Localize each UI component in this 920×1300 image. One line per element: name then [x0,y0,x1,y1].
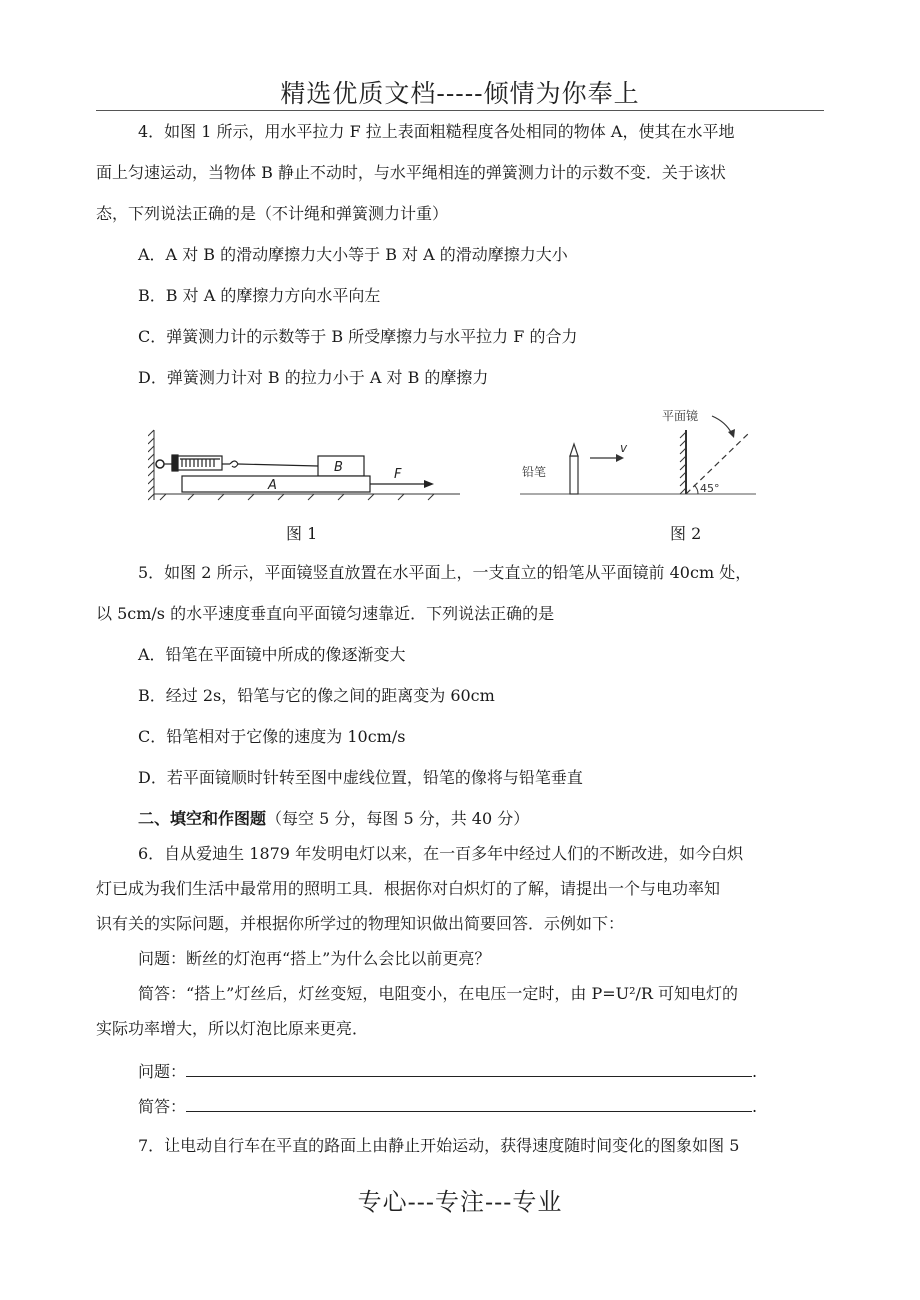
block-b-label: B [334,460,343,475]
q6-example-question: 问题：断丝的灯泡再“搭上”为什么会比以前更亮？ [138,949,491,968]
q4-line-3: 态，下列说法正确的是（不计绳和弹簧测力计重） [96,204,449,223]
figure-2 [520,406,760,502]
q4-line-1: 4．如图 1 所示，用水平拉力 F 拉上表面粗糙程度各处相同的物体 A，使其在水平地 [138,122,735,141]
q6-line-2: 灯已成为我们生活中最常用的照明工具．根据你对白炽灯的了解，请提出一个与电功率知 [96,879,721,898]
q5-line-1: 5．如图 2 所示，平面镜竖直放置在水平面上，一支直立的铅笔从平面镜前 40cm 处， [138,563,752,582]
answer-answer-end: . [752,1097,758,1116]
angle-label: 45° [700,482,720,495]
floor-hatch [154,494,460,500]
answer-answer-blank[interactable] [186,1095,752,1112]
q5-option-a: A．铅笔在平面镜中所成的像逐渐变大 [138,645,406,664]
force-arrowhead-icon [424,480,434,488]
q4-option-c: C．弹簧测力计的示数等于 B 所受摩擦力与水平拉力 F 的合力 [138,327,578,346]
section-2-title: 二、填空和作图题 [138,809,267,828]
force-label: F [394,467,402,482]
q5-option-d: D．若平面镜顺时针转至图中虚线位置，铅笔的像将与铅笔垂直 [138,768,583,787]
section-2-heading [138,809,529,829]
q4-option-a: A．A 对 B 的滑动摩擦力大小等于 B 对 A 的滑动摩擦力大小 [138,245,568,264]
q6-answer-question-row [138,1060,757,1082]
q5-option-b: B．经过 2s，铅笔与它的像之间的距离变为 60cm [138,686,495,705]
answer-answer-label: 简答： [138,1097,187,1116]
q6-answer-answer-row [138,1095,757,1117]
wall-hook-icon [156,460,164,468]
answer-question-blank[interactable] [186,1060,752,1077]
q5-option-c: C．铅笔相对于它像的速度为 10cm/s [138,727,406,746]
figure-2-caption: 图 2 [670,524,702,543]
section-2-note: （每空 5 分，每图 5 分，共 40 分） [266,809,530,828]
q4-option-d: D．弹簧测力计对 B 的拉力小于 A 对 B 的摩擦力 [138,368,489,387]
q5-line-2: 以 5cm/s 的水平速度垂直向平面镜匀速靠近．下列说法正确的是 [96,604,555,623]
velocity-arrowhead-icon [616,454,624,462]
q7-line-1: 7．让电动自行车在平直的路面上由静止开始运动，获得速度随时间变化的图象如图 5 [138,1136,740,1155]
answer-question-end: . [752,1062,758,1081]
mirror-label: 平面镜 [662,409,699,423]
page-footer: 专心---专注---专业 [357,1188,563,1216]
pencil-label: 铅笔 [522,465,547,479]
pencil-icon [570,444,578,494]
q6-line-3: 识有关的实际问题，并根据你所学过的物理知识做出简要回答．示例如下： [96,914,625,933]
answer-question-label: 问题： [138,1062,187,1081]
wall-hatch [148,430,154,500]
q6-line-1: 6．自从爱迪生 1879 年发明电灯以来，在一百多年中经过人们的不断改进，如今白炽 [138,844,744,863]
spring-scale-icon [164,455,238,471]
rotation-arrow-icon [712,416,732,434]
q6-example-answer-2: 实际功率增大，所以灯泡比原来更亮． [96,1019,369,1038]
figure-1-caption: 图 1 [286,524,318,543]
page-header: 精选优质文档-----倾情为你奉上 [280,79,640,108]
q4-line-2: 面上匀速运动，当物体 B 静止不动时，与水平绳相连的弹簧测力计的示数不变．关于该状 [96,163,726,182]
q4-option-b: B．B 对 A 的摩擦力方向水平向左 [138,286,381,305]
q6-example-answer-1: 简答：“搭上”灯丝后，灯丝变短，电阻变小，在电压一定时，由 P=U²/R 可知电灯的 [138,984,739,1003]
header-rule [96,110,824,111]
figure-1 [148,426,464,508]
block-a-label: A [268,478,277,493]
mirror-icon [680,430,686,494]
velocity-label: v [620,441,628,455]
string [238,464,318,466]
